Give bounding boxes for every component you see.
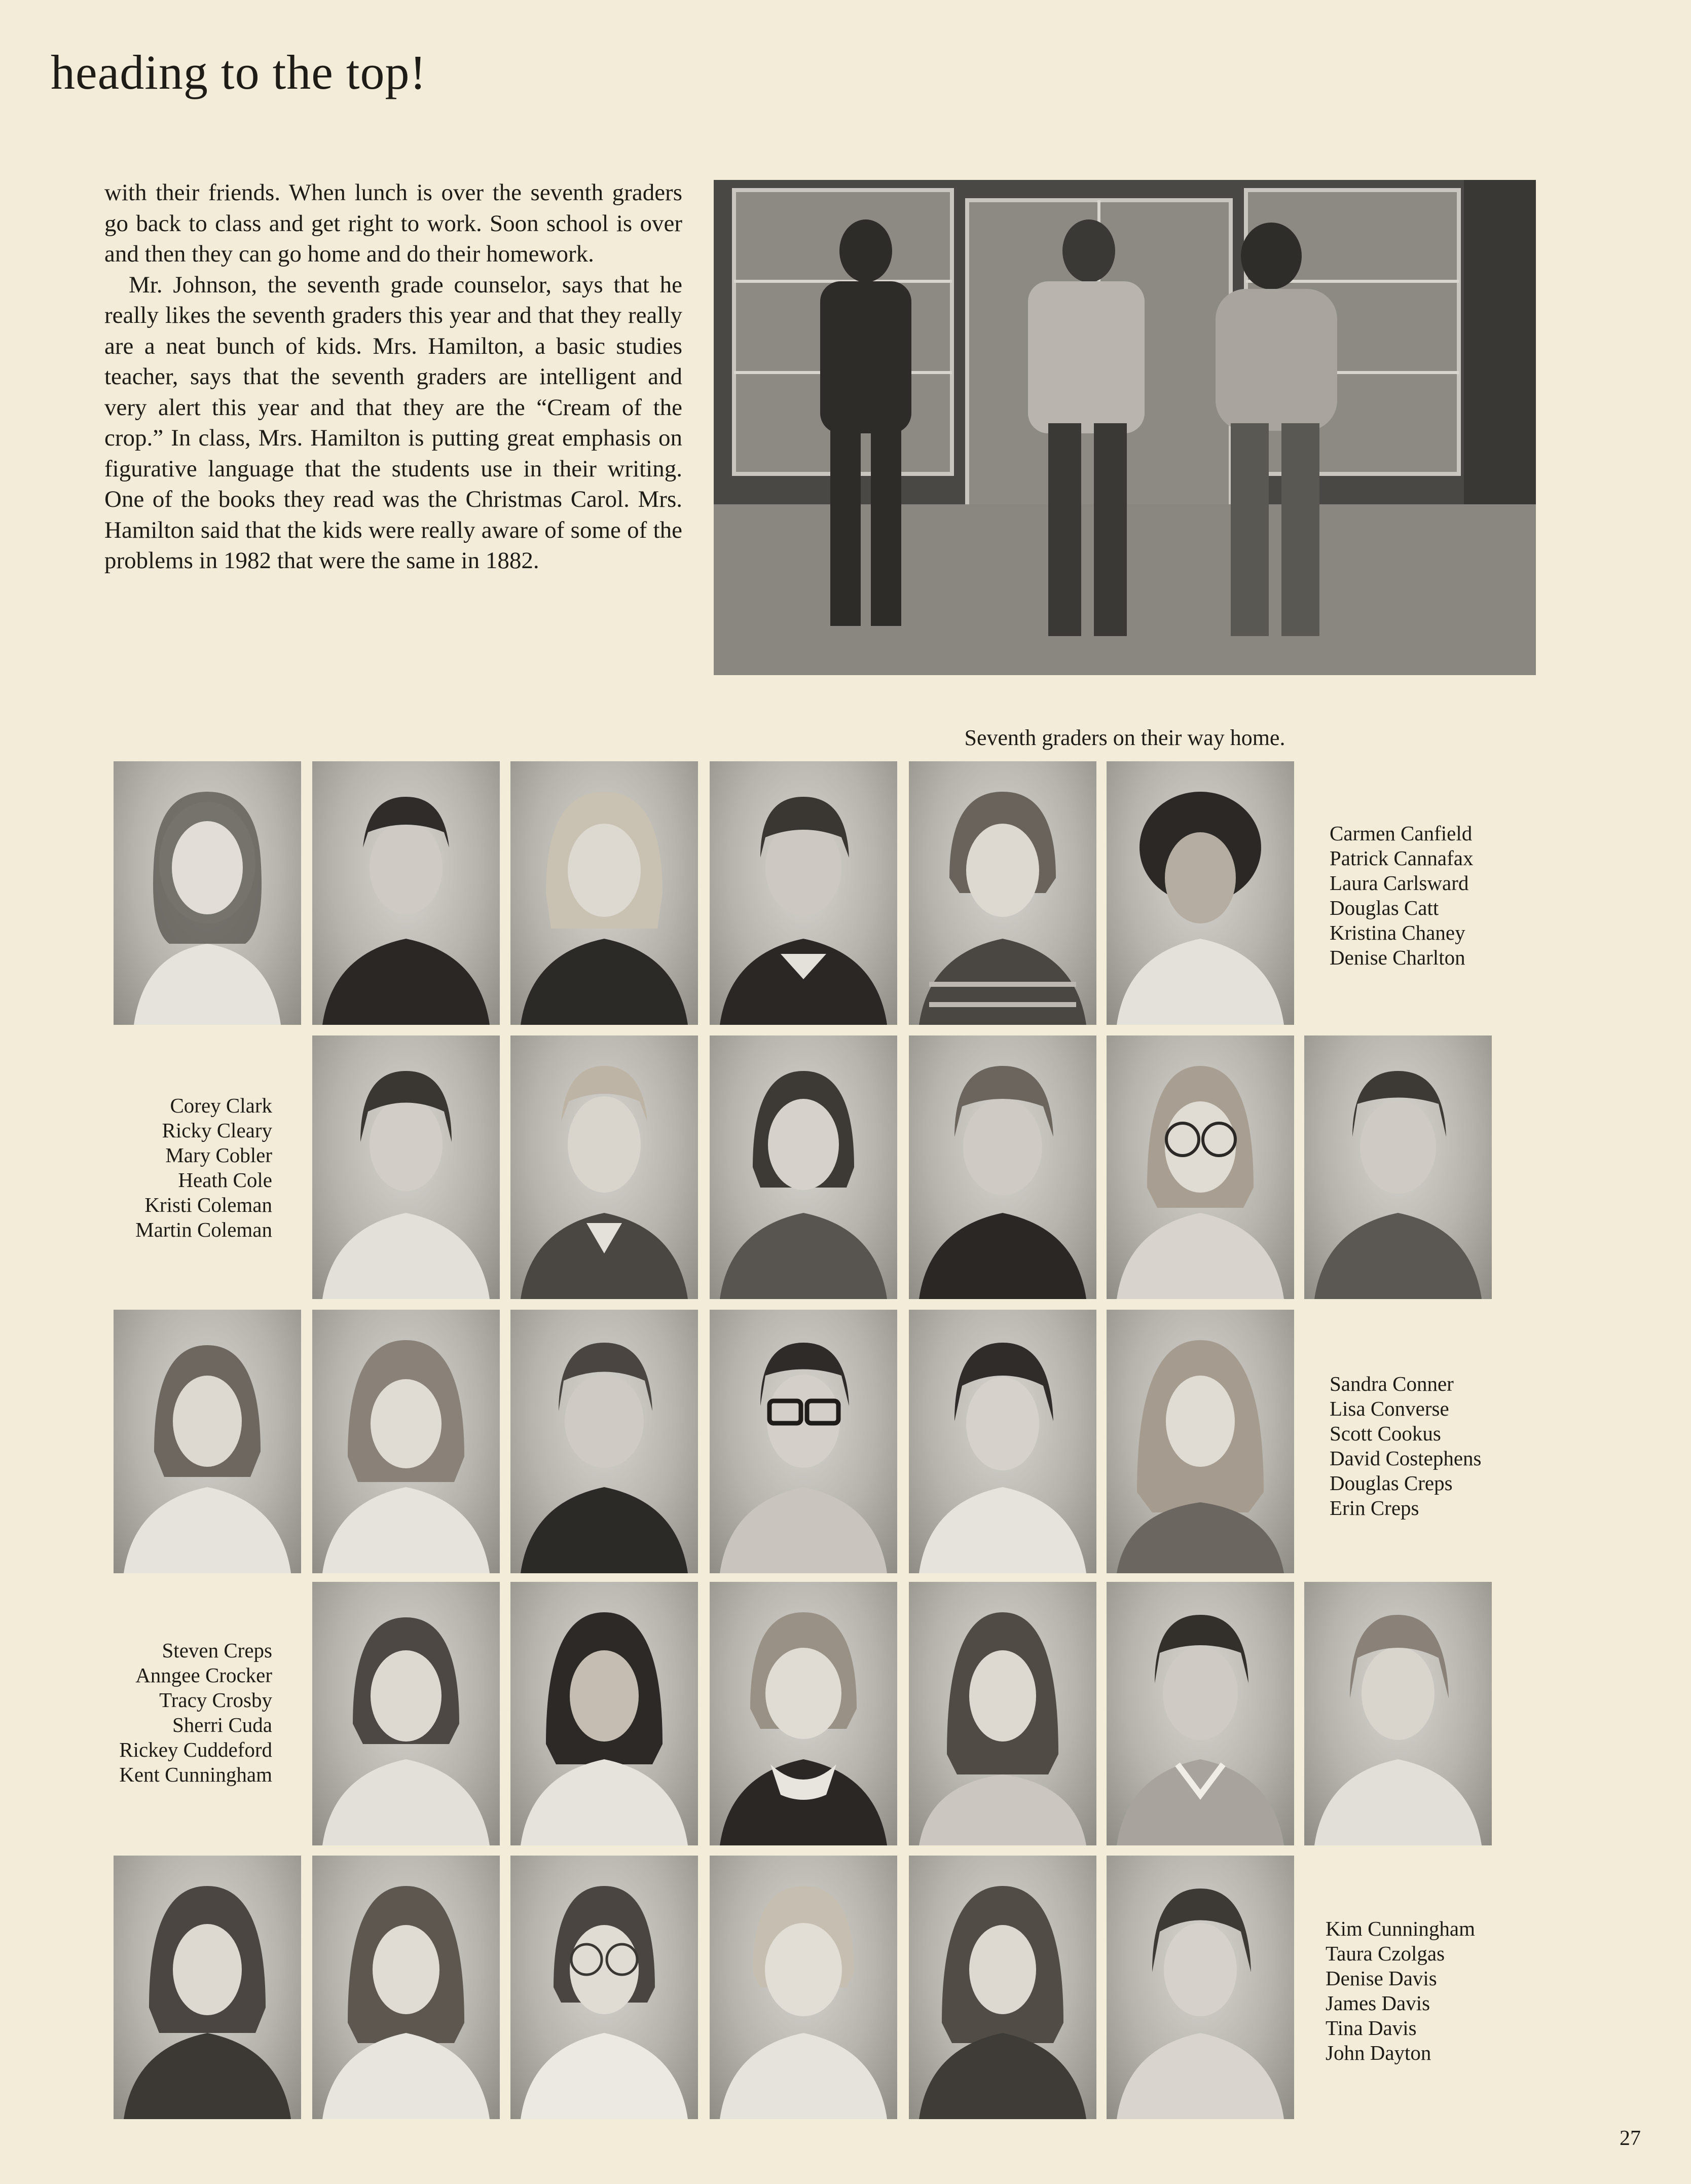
name-list-4 xyxy=(91,1638,272,1787)
student-name: Tracy Crosby xyxy=(159,1688,272,1712)
student-name: Martin Coleman xyxy=(135,1218,272,1241)
portrait xyxy=(312,1310,500,1573)
portrait xyxy=(909,1310,1096,1573)
portrait xyxy=(1304,1035,1492,1299)
portrait xyxy=(710,1582,897,1845)
student-name: Mary Cobler xyxy=(165,1143,272,1167)
portrait xyxy=(312,761,500,1025)
group-photo xyxy=(714,180,1536,675)
student-name: David Costephens xyxy=(1330,1447,1482,1470)
portrait xyxy=(1107,761,1294,1025)
portrait xyxy=(710,1856,897,2119)
name-list-3 xyxy=(1330,1372,1482,1521)
student-name: Tina Davis xyxy=(1326,2016,1417,2040)
student-name: Heath Cole xyxy=(178,1168,272,1192)
portrait xyxy=(114,1310,301,1573)
portrait xyxy=(909,1582,1096,1845)
student-name: Sandra Conner xyxy=(1330,1372,1454,1395)
student-name: James Davis xyxy=(1326,1991,1430,2015)
portrait xyxy=(909,1856,1096,2119)
student-name: Denise Charlton xyxy=(1330,946,1465,969)
student-name: Douglas Catt xyxy=(1330,896,1439,919)
portrait xyxy=(710,761,897,1025)
portrait xyxy=(510,1856,698,2119)
portrait xyxy=(1107,1310,1294,1573)
portrait xyxy=(909,761,1096,1025)
article-paragraph-2: Mr. Johnson, the seventh grade counselor, says that he really likes the seventh graders this year and that they really are a neat bunch of kids. Mrs. Hamilton, a basic studies teacher, says that the seventh graders are intelligent and very alert this year and that they are the “Cream of the crop.” In class, Mrs. Hamilton is putting great emphasis on figurative language that the students use in their writing. One of the books they read was the Christmas Carol. Mrs. Hamilton said that the kids were really aware of some of the problems in 1982 that were the same in 1882. xyxy=(104,271,682,574)
portrait xyxy=(510,1310,698,1573)
student-name: Kent Cunningham xyxy=(119,1763,272,1786)
page-number: 27 xyxy=(1620,2127,1641,2150)
student-name: John Dayton xyxy=(1326,2041,1431,2064)
portrait xyxy=(1107,1856,1294,2119)
student-name: Rickey Cuddeford xyxy=(119,1738,272,1761)
portrait xyxy=(114,1856,301,2119)
student-name: Kim Cunningham xyxy=(1326,1917,1475,1940)
student-name: Kristi Coleman xyxy=(144,1193,272,1216)
name-list-5 xyxy=(1326,1916,1475,2065)
student-name: Lisa Converse xyxy=(1330,1397,1449,1420)
portrait xyxy=(909,1035,1096,1299)
student-name: Erin Creps xyxy=(1330,1496,1419,1520)
portrait xyxy=(312,1582,500,1845)
student-name: Scott Cookus xyxy=(1330,1422,1441,1445)
portrait xyxy=(1304,1582,1492,1845)
portrait xyxy=(710,1035,897,1299)
portrait xyxy=(710,1310,897,1573)
portrait xyxy=(312,1856,500,2119)
portrait xyxy=(510,1035,698,1299)
page-heading: heading to the top! xyxy=(51,45,427,99)
photo-caption: Seventh graders on their way home. xyxy=(964,725,1285,750)
article-body xyxy=(104,177,682,576)
name-list-1 xyxy=(1330,821,1473,970)
student-name: Taura Czolgas xyxy=(1326,1942,1445,1965)
portrait xyxy=(114,761,301,1025)
student-name: Laura Carlsward xyxy=(1330,871,1469,895)
portrait xyxy=(1107,1582,1294,1845)
name-list-2 xyxy=(91,1093,272,1242)
student-name: Douglas Creps xyxy=(1330,1471,1453,1495)
student-name: Anngee Crocker xyxy=(135,1663,272,1687)
student-name: Patrick Cannafax xyxy=(1330,846,1474,870)
portrait xyxy=(312,1035,500,1299)
student-name: Denise Davis xyxy=(1326,1967,1437,1990)
student-name: Steven Creps xyxy=(162,1639,272,1662)
student-name: Ricky Cleary xyxy=(162,1119,272,1142)
student-name: Carmen Canfield xyxy=(1330,822,1473,845)
student-name: Kristina Chaney xyxy=(1330,921,1465,944)
article-paragraph-1: with their friends. When lunch is over the seventh graders go back to class and get right to work. Soon school is over and then they can go home and do their homework. xyxy=(104,179,682,267)
portrait xyxy=(510,1582,698,1845)
portrait xyxy=(510,761,698,1025)
student-name: Corey Clark xyxy=(170,1094,272,1117)
student-name: Sherri Cuda xyxy=(172,1713,272,1736)
portrait xyxy=(1107,1035,1294,1299)
